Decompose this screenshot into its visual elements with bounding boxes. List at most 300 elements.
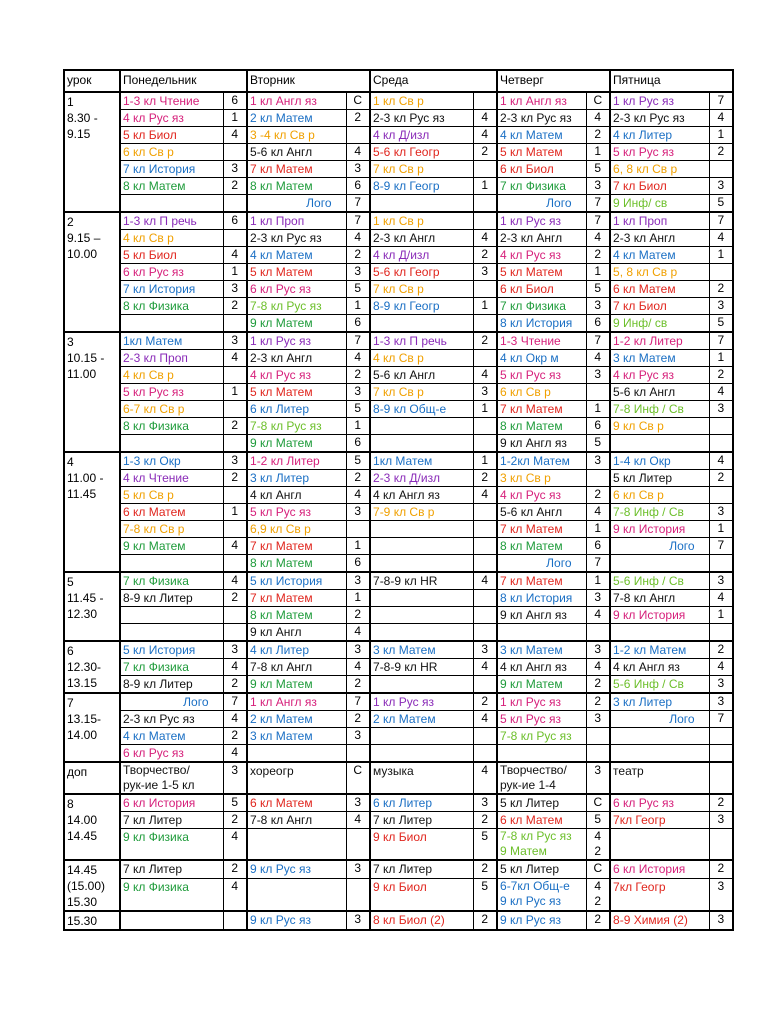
subject-cell-wednesday: [370, 435, 473, 453]
lesson-time-cell: 6 12.30- 13.15: [64, 641, 120, 693]
room-cell-thursday: 1: [586, 521, 610, 538]
room-cell-wednesday: 2: [473, 332, 497, 350]
subject-cell-tuesday: 3 кл Литер: [247, 470, 346, 487]
room-cell-monday: 4: [223, 659, 247, 676]
subject-cell-thursday: 2-3 кл Англ: [497, 230, 586, 247]
subject-cell-tuesday: 9 кл Рус яз: [247, 860, 346, 878]
subject-cell-thursday: 1-2кл Матем: [497, 452, 586, 470]
room-cell-tuesday: 1: [346, 418, 370, 435]
room-cell-monday: 4: [223, 247, 247, 264]
schedule-row: [64, 452, 733, 470]
subject-cell-tuesday: 7-8 кл Рус яз: [247, 298, 346, 315]
room-cell-wednesday: [473, 538, 497, 555]
room-cell-wednesday: [473, 92, 497, 110]
room-cell-tuesday: 4: [346, 812, 370, 829]
room-cell-thursday: 1: [586, 264, 610, 281]
room-cell-thursday: 5: [586, 812, 610, 829]
subject-cell-wednesday: 7-9 кл Св р: [370, 504, 473, 521]
schedule-row: [64, 860, 733, 878]
room-cell-thursday: 3: [586, 178, 610, 195]
subject-cell-friday: 6, 8 кл Св р: [610, 161, 709, 178]
room-cell-wednesday: [473, 195, 497, 213]
subject-cell-monday: 7 кл Физика: [120, 659, 223, 676]
subject-cell-thursday: 4 кл Рус яз: [497, 487, 586, 504]
subject-cell-monday: 6 кл Св р: [120, 144, 223, 161]
room-cell-friday: 3: [709, 401, 733, 418]
subject-cell-monday: 8 кл Физика: [120, 418, 223, 435]
subject-cell-monday: 6 кл Рус яз: [120, 745, 223, 763]
schedule-row: [64, 911, 733, 930]
room-cell-tuesday: [346, 878, 370, 911]
lesson-header: урок: [64, 70, 120, 92]
subject-cell-wednesday: [370, 728, 473, 745]
room-cell-tuesday: 4: [346, 350, 370, 367]
subject-cell-thursday: 1-3 Чтение: [497, 332, 586, 350]
subject-cell-monday: 5 кл Рус яз: [120, 384, 223, 401]
schedule-row: [64, 110, 733, 127]
subject-cell-tuesday: 4 кл Рус яз: [247, 367, 346, 384]
subject-cell-friday: 4 кл Литер: [610, 127, 709, 144]
lesson-time-cell: 5 11.45 - 12.30: [64, 572, 120, 641]
room-cell-friday: [709, 487, 733, 504]
room-cell-friday: 3: [709, 178, 733, 195]
subject-cell-friday: 1-4 кл Окр: [610, 452, 709, 470]
room-cell-friday: [709, 745, 733, 763]
subject-cell-wednesday: 1кл Матем: [370, 452, 473, 470]
schedule-row: [64, 384, 733, 401]
room-cell-tuesday: 5: [346, 452, 370, 470]
room-cell-tuesday: С: [346, 762, 370, 794]
subject-cell-monday: 7 кл Физика: [120, 572, 223, 590]
room-cell-friday: 3: [709, 911, 733, 930]
subject-cell-wednesday: 8-9 кл Геогр: [370, 298, 473, 315]
room-cell-tuesday: 4: [346, 487, 370, 504]
subject-cell-friday: [610, 624, 709, 642]
room-cell-monday: 4: [223, 711, 247, 728]
room-cell-tuesday: 7: [346, 332, 370, 350]
subject-cell-wednesday: 7 кл Св р: [370, 384, 473, 401]
subject-cell-friday: 7кл Геогр: [610, 812, 709, 829]
subject-cell-monday: 9 кл Матем: [120, 538, 223, 555]
subject-cell-thursday: Лого: [497, 555, 586, 573]
subject-cell-tuesday: 4 кл Матем: [247, 247, 346, 264]
room-cell-thursday: [586, 624, 610, 642]
subject-cell-wednesday: 8-9 кл Геогр: [370, 178, 473, 195]
room-cell-monday: 4: [223, 538, 247, 555]
room-cell-friday: 3: [709, 878, 733, 911]
room-cell-thursday: 3: [586, 298, 610, 315]
subject-cell-friday: 4 кл Рус яз: [610, 367, 709, 384]
subject-cell-thursday: 9 кл Рус яз: [497, 911, 586, 930]
room-cell-tuesday: 3: [346, 384, 370, 401]
room-cell-tuesday: 3: [346, 161, 370, 178]
subject-cell-thursday: 9 кл Англ яз: [497, 435, 586, 453]
subject-cell-monday: 1-3 кл П речь: [120, 212, 223, 230]
subject-cell-wednesday: 6 кл Литер: [370, 794, 473, 812]
subject-cell-thursday: 5-6 кл Англ: [497, 504, 586, 521]
schedule-row: [64, 812, 733, 829]
room-cell-monday: 2: [223, 728, 247, 745]
subject-cell-monday: 6 кл Рус яз: [120, 264, 223, 281]
subject-cell-wednesday: 1 кл Св р: [370, 212, 473, 230]
subject-cell-thursday: 5 кл Матем: [497, 264, 586, 281]
schedule-row: [64, 264, 733, 281]
room-cell-friday: 3: [709, 812, 733, 829]
subject-cell-wednesday: 1 кл Рус яз: [370, 693, 473, 711]
day-header-thursday: Четверг: [497, 70, 610, 92]
room-cell-monday: 4: [223, 878, 247, 911]
room-cell-wednesday: 1: [473, 452, 497, 470]
schedule-row: [64, 195, 733, 213]
schedule-row: [64, 762, 733, 794]
subject-cell-tuesday: 4 кл Литер: [247, 641, 346, 659]
subject-cell-monday: [120, 315, 223, 333]
room-cell-friday: 4: [709, 659, 733, 676]
room-cell-thursday: [586, 745, 610, 763]
schedule-row: [64, 711, 733, 728]
subject-cell-wednesday: 9 кл Биол: [370, 829, 473, 861]
subject-cell-monday: [120, 195, 223, 213]
schedule-row: [64, 659, 733, 676]
subject-cell-tuesday: 9 кл Матем: [247, 435, 346, 453]
room-cell-thursday: 4 2: [586, 829, 610, 861]
room-cell-thursday: 2: [586, 247, 610, 264]
room-cell-monday: 1: [223, 264, 247, 281]
subject-cell-tuesday: 1 кл Англ яз: [247, 92, 346, 110]
room-cell-thursday: [586, 728, 610, 745]
subject-cell-thursday: 5 кл Литер: [497, 794, 586, 812]
room-cell-friday: 1: [709, 127, 733, 144]
room-cell-wednesday: 4: [473, 230, 497, 247]
lesson-time-cell: 14.45 (15.00) 15.30: [64, 860, 120, 911]
room-cell-wednesday: 3: [473, 264, 497, 281]
room-cell-tuesday: 6: [346, 315, 370, 333]
subject-cell-friday: 9 кл История: [610, 521, 709, 538]
subject-cell-monday: 2-3 кл Проп: [120, 350, 223, 367]
subject-cell-monday: 8 кл Физика: [120, 298, 223, 315]
room-cell-wednesday: [473, 315, 497, 333]
schedule-row: [64, 676, 733, 694]
subject-cell-wednesday: 1 кл Св р: [370, 92, 473, 110]
room-cell-friday: 4: [709, 110, 733, 127]
room-cell-tuesday: 7: [346, 693, 370, 711]
room-cell-thursday: 1: [586, 401, 610, 418]
schedule-row: [64, 794, 733, 812]
subject-cell-wednesday: 1-3 кл П речь: [370, 332, 473, 350]
room-cell-tuesday: 3: [346, 728, 370, 745]
room-cell-friday: 7: [709, 92, 733, 110]
room-cell-thursday: 2: [586, 127, 610, 144]
room-cell-monday: 6: [223, 92, 247, 110]
room-cell-thursday: 3: [586, 711, 610, 728]
subject-cell-thursday: 8 кл Матем: [497, 538, 586, 555]
room-cell-monday: 2: [223, 676, 247, 694]
room-cell-friday: [709, 829, 733, 861]
subject-cell-friday: 6 кл История: [610, 860, 709, 878]
schedule-row: [64, 178, 733, 195]
room-cell-wednesday: [473, 521, 497, 538]
subject-cell-monday: 7 кл История: [120, 281, 223, 298]
room-cell-monday: [223, 487, 247, 504]
room-cell-wednesday: 4: [473, 762, 497, 794]
subject-cell-tuesday: 6 кл Литер: [247, 401, 346, 418]
subject-cell-friday: 5, 8 кл Св р: [610, 264, 709, 281]
subject-cell-monday: 1кл Матем: [120, 332, 223, 350]
subject-cell-monday: 4 кл Св р: [120, 230, 223, 247]
subject-cell-monday: Творчество/ рук-ие 1-5 кл: [120, 762, 223, 794]
subject-cell-thursday: 1 кл Рус яз: [497, 212, 586, 230]
header-row: [64, 70, 733, 92]
room-cell-wednesday: 2: [473, 812, 497, 829]
schedule-row: [64, 607, 733, 624]
room-cell-friday: [709, 435, 733, 453]
subject-cell-tuesday: 7 кл Матем: [247, 538, 346, 555]
subject-cell-friday: 4 кл Англ яз: [610, 659, 709, 676]
room-cell-friday: 1: [709, 607, 733, 624]
room-cell-thursday: 4: [586, 607, 610, 624]
subject-cell-tuesday: 9 кл Рус яз: [247, 911, 346, 930]
room-cell-friday: 2: [709, 144, 733, 161]
room-cell-monday: [223, 911, 247, 930]
room-cell-thursday: 4: [586, 504, 610, 521]
subject-cell-friday: 8-9 Химия (2): [610, 911, 709, 930]
subject-cell-thursday: 6 кл Матем: [497, 812, 586, 829]
room-cell-tuesday: 1: [346, 298, 370, 315]
subject-cell-friday: 6 кл Рус яз: [610, 794, 709, 812]
room-cell-monday: 4: [223, 572, 247, 590]
room-cell-thursday: С: [586, 92, 610, 110]
room-cell-monday: 1: [223, 384, 247, 401]
subject-cell-wednesday: 4 кл Англ яз: [370, 487, 473, 504]
room-cell-monday: 2: [223, 812, 247, 829]
room-cell-monday: [223, 521, 247, 538]
subject-cell-tuesday: 9 кл Матем: [247, 315, 346, 333]
subject-cell-friday: 9 кл Св р: [610, 418, 709, 435]
room-cell-thursday: 2: [586, 487, 610, 504]
room-cell-monday: [223, 435, 247, 453]
room-cell-thursday: 2: [586, 693, 610, 711]
subject-cell-thursday: 7-8 кл Рус яз 9 Матем: [497, 829, 586, 861]
room-cell-thursday: 7: [586, 332, 610, 350]
subject-cell-monday: 1-3 кл Чтение: [120, 92, 223, 110]
room-cell-thursday: 3: [586, 762, 610, 794]
subject-cell-tuesday: 7-8 кл Англ: [247, 812, 346, 829]
room-cell-friday: [709, 555, 733, 573]
subject-cell-wednesday: 2-3 кл Рус яз: [370, 110, 473, 127]
room-cell-monday: 2: [223, 418, 247, 435]
subject-cell-wednesday: музыка: [370, 762, 473, 794]
subject-cell-thursday: 8 кл История: [497, 315, 586, 333]
subject-cell-monday: 6 кл История: [120, 794, 223, 812]
room-cell-friday: 3: [709, 504, 733, 521]
room-cell-friday: 5: [709, 195, 733, 213]
subject-cell-wednesday: [370, 590, 473, 607]
schedule-row: [64, 555, 733, 573]
room-cell-wednesday: [473, 281, 497, 298]
subject-cell-wednesday: 9 кл Биол: [370, 878, 473, 911]
schedule-row: [64, 418, 733, 435]
room-cell-thursday: 7: [586, 555, 610, 573]
subject-cell-wednesday: [370, 315, 473, 333]
schedule-row: [64, 281, 733, 298]
subject-cell-friday: 7 кл Биол: [610, 178, 709, 195]
room-cell-tuesday: 3: [346, 264, 370, 281]
schedule-row: [64, 728, 733, 745]
room-cell-monday: 6: [223, 212, 247, 230]
room-cell-thursday: 6: [586, 418, 610, 435]
subject-cell-monday: 5 кл История: [120, 641, 223, 659]
subject-cell-friday: 6 кл Матем: [610, 281, 709, 298]
room-cell-friday: 3: [709, 572, 733, 590]
subject-cell-wednesday: 7 кл Литер: [370, 812, 473, 829]
schedule-row: [64, 538, 733, 555]
subject-cell-thursday: [497, 624, 586, 642]
subject-cell-thursday: 3 кл Матем: [497, 641, 586, 659]
schedule-row: [64, 315, 733, 333]
room-cell-tuesday: 3: [346, 911, 370, 930]
room-cell-friday: 4: [709, 590, 733, 607]
room-cell-tuesday: 1: [346, 538, 370, 555]
subject-cell-tuesday: 5-6 кл Англ: [247, 144, 346, 161]
room-cell-thursday: 4: [586, 659, 610, 676]
room-cell-wednesday: [473, 435, 497, 453]
subject-cell-wednesday: 4 кл Д/изл: [370, 127, 473, 144]
room-cell-friday: 4: [709, 384, 733, 401]
subject-cell-thursday: 7 кл Матем: [497, 572, 586, 590]
subject-cell-monday: 1-3 кл Окр: [120, 452, 223, 470]
subject-cell-wednesday: 8-9 кл Общ-е: [370, 401, 473, 418]
room-cell-friday: [709, 264, 733, 281]
subject-cell-monday: 5 кл Биол: [120, 247, 223, 264]
room-cell-tuesday: 5: [346, 281, 370, 298]
subject-cell-tuesday: 9 кл Матем: [247, 676, 346, 694]
room-cell-friday: 1: [709, 247, 733, 264]
room-cell-tuesday: 6: [346, 555, 370, 573]
subject-cell-wednesday: 4 кл Д/изл: [370, 247, 473, 264]
day-header-wednesday: Среда: [370, 70, 497, 92]
subject-cell-wednesday: 5-6 кл Англ: [370, 367, 473, 384]
room-cell-monday: 1: [223, 504, 247, 521]
subject-cell-thursday: 6 кл Св р: [497, 384, 586, 401]
subject-cell-monday: 2-3 кл Рус яз: [120, 711, 223, 728]
lesson-time-cell: 2 9.15 – 10.00: [64, 212, 120, 332]
room-cell-tuesday: 4: [346, 230, 370, 247]
room-cell-monday: 3: [223, 641, 247, 659]
schedule-row: [64, 230, 733, 247]
schedule-row: [64, 144, 733, 161]
subject-cell-thursday: 7 кл Матем: [497, 401, 586, 418]
subject-cell-monday: 4 кл Чтение: [120, 470, 223, 487]
subject-cell-thursday: 6 кл Биол: [497, 161, 586, 178]
subject-cell-thursday: 3 кл Св р: [497, 470, 586, 487]
subject-cell-friday: 2-3 кл Рус яз: [610, 110, 709, 127]
subject-cell-friday: 2-3 кл Англ: [610, 230, 709, 247]
schedule-row: [64, 401, 733, 418]
subject-cell-wednesday: 3 кл Матем: [370, 641, 473, 659]
room-cell-tuesday: 7: [346, 195, 370, 213]
subject-cell-monday: [120, 624, 223, 642]
room-cell-monday: 3: [223, 762, 247, 794]
room-cell-monday: 3: [223, 161, 247, 178]
room-cell-monday: 2: [223, 298, 247, 315]
subject-cell-tuesday: 1 кл Англ яз: [247, 693, 346, 711]
schedule-row: [64, 641, 733, 659]
room-cell-friday: 7: [709, 212, 733, 230]
room-cell-monday: 3: [223, 452, 247, 470]
schedule-row: [64, 367, 733, 384]
subject-cell-friday: театр: [610, 762, 709, 794]
subject-cell-wednesday: 7-8-9 кл HR: [370, 659, 473, 676]
subject-cell-friday: 7-8 кл Англ: [610, 590, 709, 607]
room-cell-wednesday: 4: [473, 127, 497, 144]
room-cell-monday: [223, 230, 247, 247]
subject-cell-thursday: 8 кл История: [497, 590, 586, 607]
subject-cell-thursday: 5 кл Матем: [497, 144, 586, 161]
room-cell-wednesday: [473, 350, 497, 367]
room-cell-friday: 3: [709, 693, 733, 711]
schedule-row: [64, 350, 733, 367]
room-cell-wednesday: [473, 607, 497, 624]
subject-cell-thursday: [497, 745, 586, 763]
schedule-row: [64, 247, 733, 264]
room-cell-friday: 2: [709, 281, 733, 298]
subject-cell-thursday: 5 кл Рус яз: [497, 711, 586, 728]
room-cell-wednesday: 1: [473, 401, 497, 418]
subject-cell-wednesday: 5-6 кл Геогр: [370, 144, 473, 161]
room-cell-friday: 4: [709, 230, 733, 247]
room-cell-monday: 5: [223, 794, 247, 812]
room-cell-wednesday: 1: [473, 178, 497, 195]
room-cell-wednesday: 5: [473, 878, 497, 911]
subject-cell-tuesday: 2-3 кл Рус яз: [247, 230, 346, 247]
room-cell-wednesday: 2: [473, 860, 497, 878]
subject-cell-friday: [610, 745, 709, 763]
schedule-row: [64, 435, 733, 453]
room-cell-wednesday: 2: [473, 144, 497, 161]
subject-cell-monday: 4 кл Рус яз: [120, 110, 223, 127]
lesson-time-cell: 7 13.15- 14.00: [64, 693, 120, 762]
lesson-time-cell: 3 10.15 - 11.00: [64, 332, 120, 452]
room-cell-thursday: 3: [586, 367, 610, 384]
room-cell-wednesday: 2: [473, 247, 497, 264]
room-cell-friday: [709, 161, 733, 178]
room-cell-monday: 4: [223, 127, 247, 144]
subject-cell-friday: 1 кл Рус яз: [610, 92, 709, 110]
room-cell-friday: 4: [709, 452, 733, 470]
room-cell-thursday: [586, 384, 610, 401]
lesson-time-cell: 4 11.00 - 11.45: [64, 452, 120, 572]
room-cell-thursday: 2: [586, 676, 610, 694]
schedule-row: [64, 212, 733, 230]
subject-cell-friday: 9 кл История: [610, 607, 709, 624]
room-cell-wednesday: [473, 212, 497, 230]
subject-cell-friday: Лого: [610, 711, 709, 728]
subject-cell-friday: 7-8 Инф / Св: [610, 504, 709, 521]
room-cell-monday: 2: [223, 470, 247, 487]
subject-cell-thursday: 6 кл Биол: [497, 281, 586, 298]
subject-cell-monday: 7 кл История: [120, 161, 223, 178]
room-cell-friday: 5: [709, 315, 733, 333]
subject-cell-friday: 7 кл Биол: [610, 298, 709, 315]
room-cell-friday: 2: [709, 367, 733, 384]
subject-cell-tuesday: [247, 878, 346, 911]
room-cell-friday: 7: [709, 332, 733, 350]
subject-cell-monday: 8 кл Матем: [120, 178, 223, 195]
room-cell-wednesday: 3: [473, 794, 497, 812]
schedule-row: [64, 161, 733, 178]
room-cell-wednesday: [473, 555, 497, 573]
subject-cell-wednesday: [370, 676, 473, 694]
